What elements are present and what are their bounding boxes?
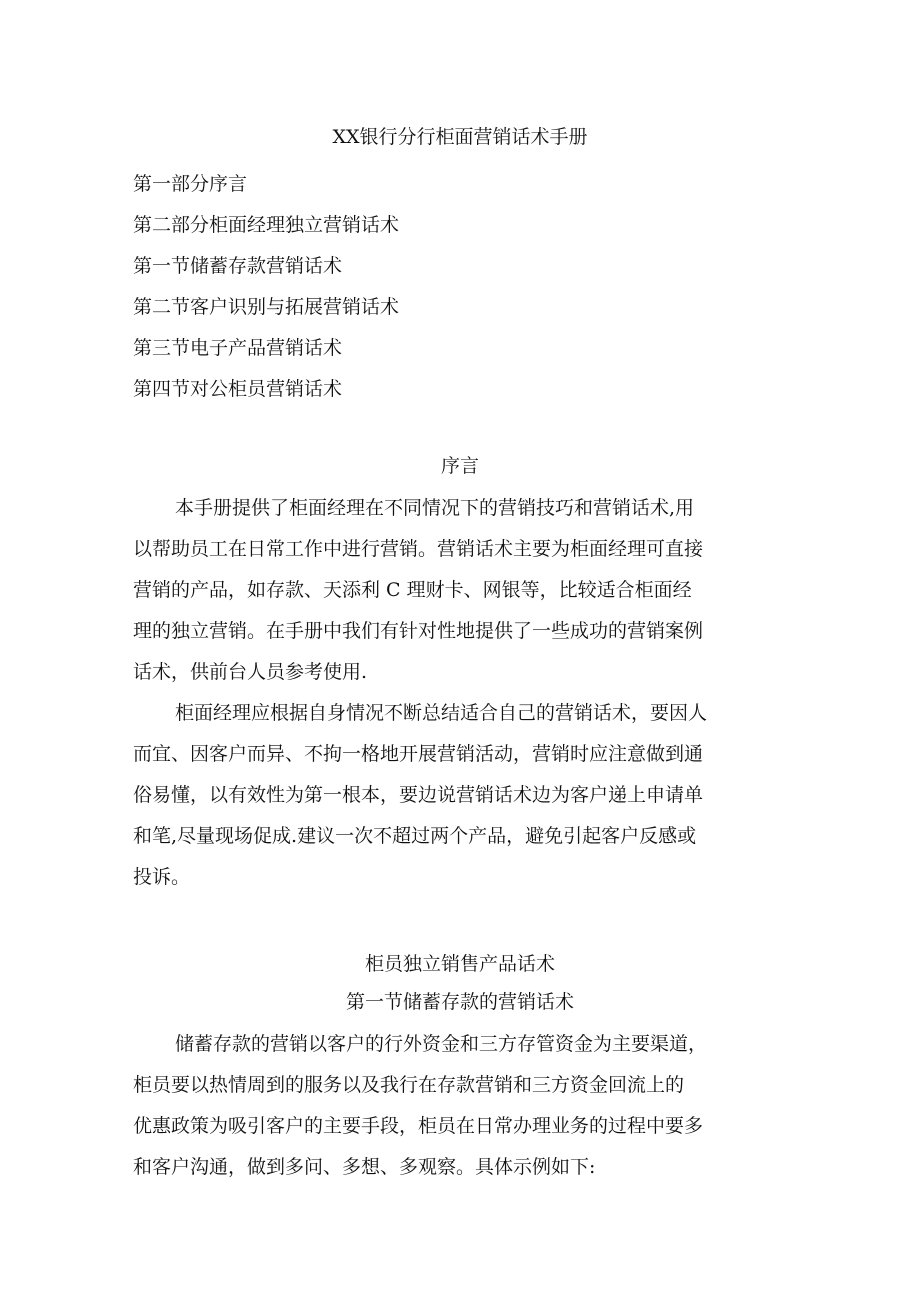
preface-heading: 序言 xyxy=(440,455,479,477)
toc-item: 第一节储蓄存款营销话术 xyxy=(133,255,343,277)
toc-item: 第四节对公柜员营销话术 xyxy=(133,378,343,400)
document-title: XX银行分行柜面营销话术手册 xyxy=(332,126,588,148)
paragraph-line: 俗易懂，以有效性为第一根本，要边说营销话术边为客户递上申请单 xyxy=(133,784,704,806)
toc-item: 第三节电子产品营销话术 xyxy=(133,337,343,359)
paragraph-line: 柜员要以热情周到的服务以及我行在存款营销和三方资金回流上的 xyxy=(133,1074,685,1096)
paragraph-line: 以帮助员工在日常工作中进行营销。营销话术主要为柜面经理可直接 xyxy=(133,538,704,560)
paragraph-line: 柜面经理应根据自身情况不断总结适合自己的营销话术，要因人 xyxy=(175,702,708,724)
paragraph-line: 本手册提供了柜面经理在不同情况下的营销技巧和营销话术,用 xyxy=(175,497,695,519)
section-subheading: 第一节储蓄存款的营销话术 xyxy=(345,991,574,1013)
toc-item: 第一部分序言 xyxy=(133,173,248,195)
paragraph-line: 储蓄存款的营销以客户的行外资金和三方存管资金为主要渠道， xyxy=(175,1033,708,1055)
paragraph-line: 而宜、因客户而异、不拘一格地开展营销活动，营销时应注意做到通 xyxy=(133,743,704,765)
toc-item: 第二节客户识别与拓展营销话术 xyxy=(133,296,400,318)
section-heading: 柜员独立销售产品话术 xyxy=(364,953,555,975)
section-paragraph xyxy=(133,1024,707,1188)
paragraph-line: 和客户沟通，做到多问、多想、多观察。具体示例如下: xyxy=(133,1156,596,1178)
paragraph-line: 话术，供前台人员参考使用. xyxy=(133,661,368,683)
toc-item: 第二部分柜面经理独立营销话术 xyxy=(133,214,400,236)
preface-paragraph-1 xyxy=(133,488,703,693)
paragraph-line: 理的独立营销。在手册中我们有针对性地提供了一些成功的营销案例 xyxy=(133,620,704,642)
paragraph-line: 优惠政策为吸引客户的主要手段，柜员在日常办理业务的过程中要多 xyxy=(133,1115,704,1137)
paragraph-line: 营销的产品，如存款、天添利 C 理财卡、网银等，比较适合柜面经 xyxy=(133,579,692,601)
table-of-contents xyxy=(133,164,399,410)
paragraph-line: 投诉。 xyxy=(133,866,191,888)
preface-paragraph-2 xyxy=(133,693,707,898)
paragraph-line: 和笔,尽量现场促成.建议一次不超过两个产品，避免引起客户反感或 xyxy=(133,825,697,847)
